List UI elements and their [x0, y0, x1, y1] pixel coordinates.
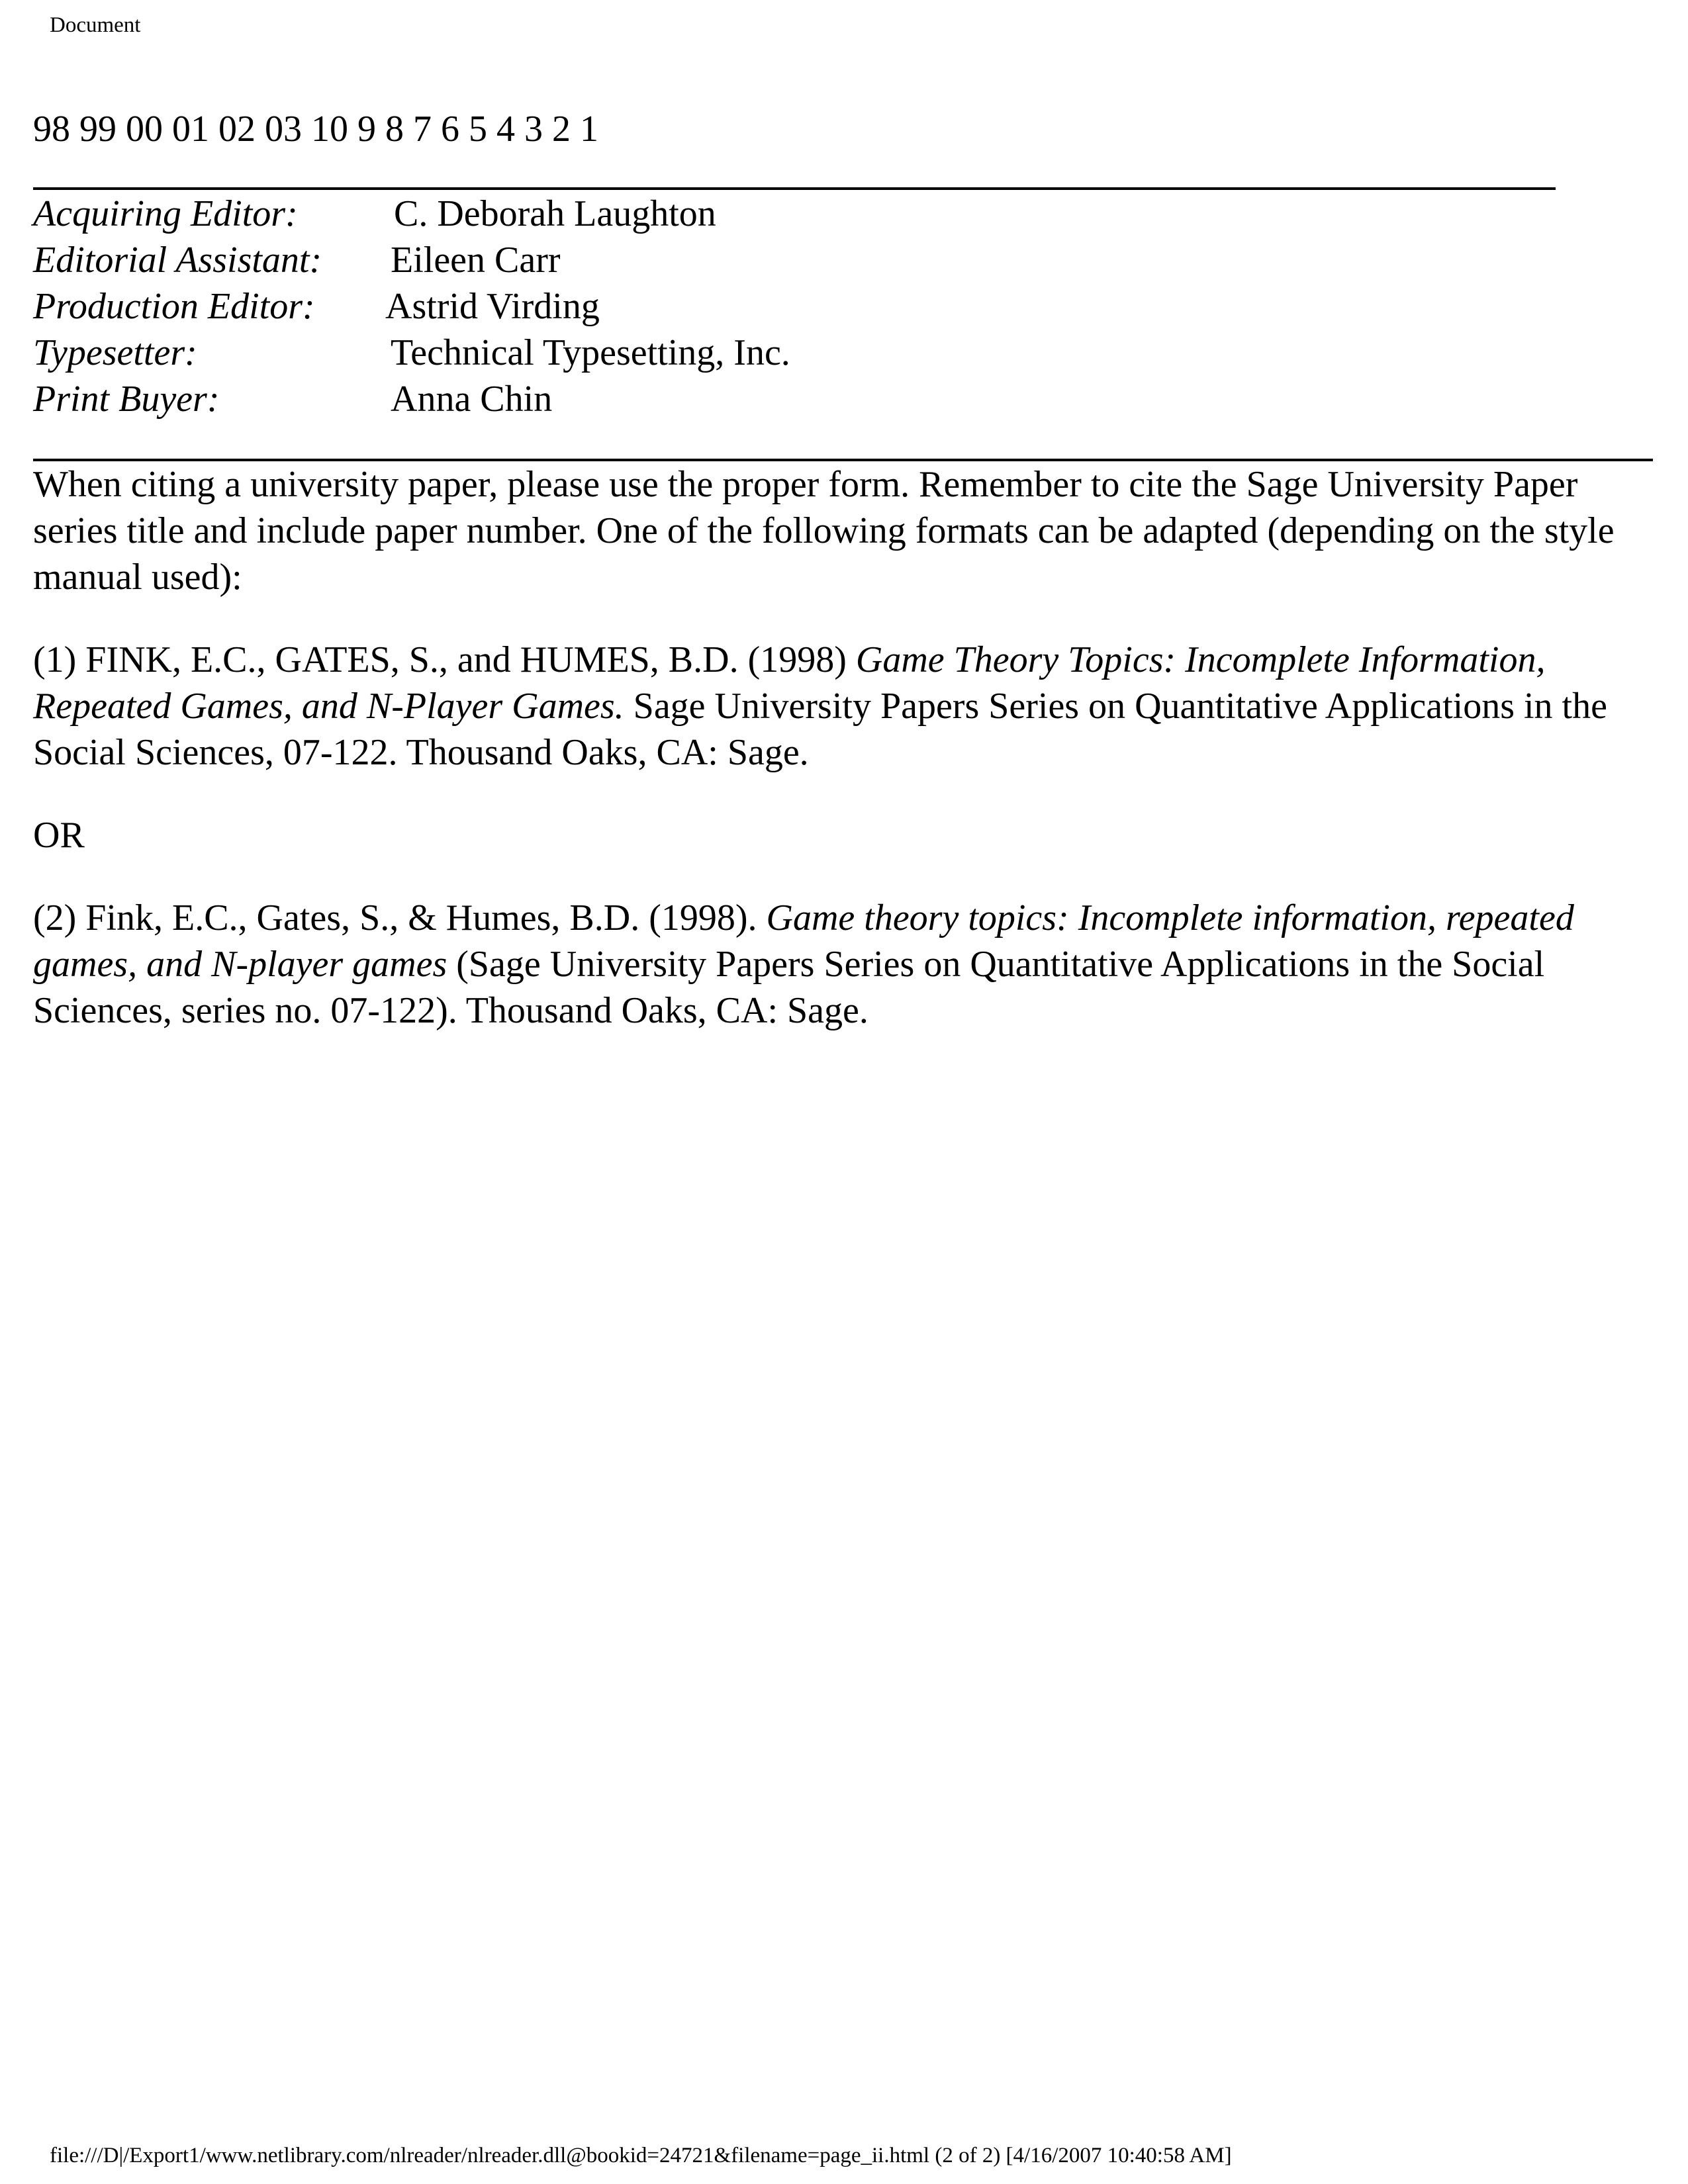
citation-2-authors: (2) Fink, E.C., Gates, S., & Humes, B.D. (1998). — [33, 897, 767, 938]
printing-number-line: 98 99 00 01 02 03 10 9 8 7 6 5 4 3 2 1 — [33, 109, 598, 150]
staff-name: Astrid Virding — [385, 286, 600, 327]
staff-role: Print Buyer: — [33, 379, 220, 420]
or-separator: OR — [33, 815, 85, 856]
staff-name: Technical Typesetting, Inc. — [391, 332, 790, 373]
staff-name: Eileen Carr — [391, 240, 561, 281]
footer-file-url: file:///D|/Export1/www.netlibrary.com/nlreader/nlreader.dll@bookid=24721&filename=page_ii.html (2 of 2) [4/16/2007 10:40:58 AM] — [50, 2144, 1232, 2167]
citation-format-1 — [33, 637, 1658, 776]
citation-instructions: When citing a university paper, please use the proper form. Remember to cite the Sage University Paper series title and include paper number. One of the following formats can be adapted (depending on the style manual used): — [33, 464, 1615, 598]
citation-1-title: Game Theory Topics: Incomplete Information, Repeated Games, and N-Player Games. — [33, 639, 1546, 727]
citation-1-authors: (1) FINK, E.C., GATES, S., and HUMES, B.D. (1998) — [33, 639, 856, 680]
staff-role: Editorial Assistant: — [33, 240, 322, 281]
document-header-label: Document — [50, 13, 141, 37]
top-divider — [33, 187, 1556, 190]
staff-role: Production Editor: — [33, 286, 315, 327]
citation-format-2 — [33, 895, 1658, 1034]
staff-role: Typesetter: — [33, 332, 197, 373]
staff-name: Anna Chin — [391, 379, 553, 420]
staff-name: C. Deborah Laughton — [394, 193, 716, 234]
citation-1-series: Sage University Papers Series on Quantitative Applications in the Social Sciences, 07-122. Thousand Oaks, CA: Sage. — [33, 686, 1607, 773]
staff-role: Acquiring Editor: — [33, 193, 298, 234]
citation-2-series: (Sage University Papers Series on Quantitative Applications in the Social Sciences, series no. 07-122). Thousand Oaks, CA: Sage. — [33, 944, 1545, 1031]
citation-2-title: Game theory topics: Incomplete information, repeated games, and N-player games — [33, 897, 1574, 985]
